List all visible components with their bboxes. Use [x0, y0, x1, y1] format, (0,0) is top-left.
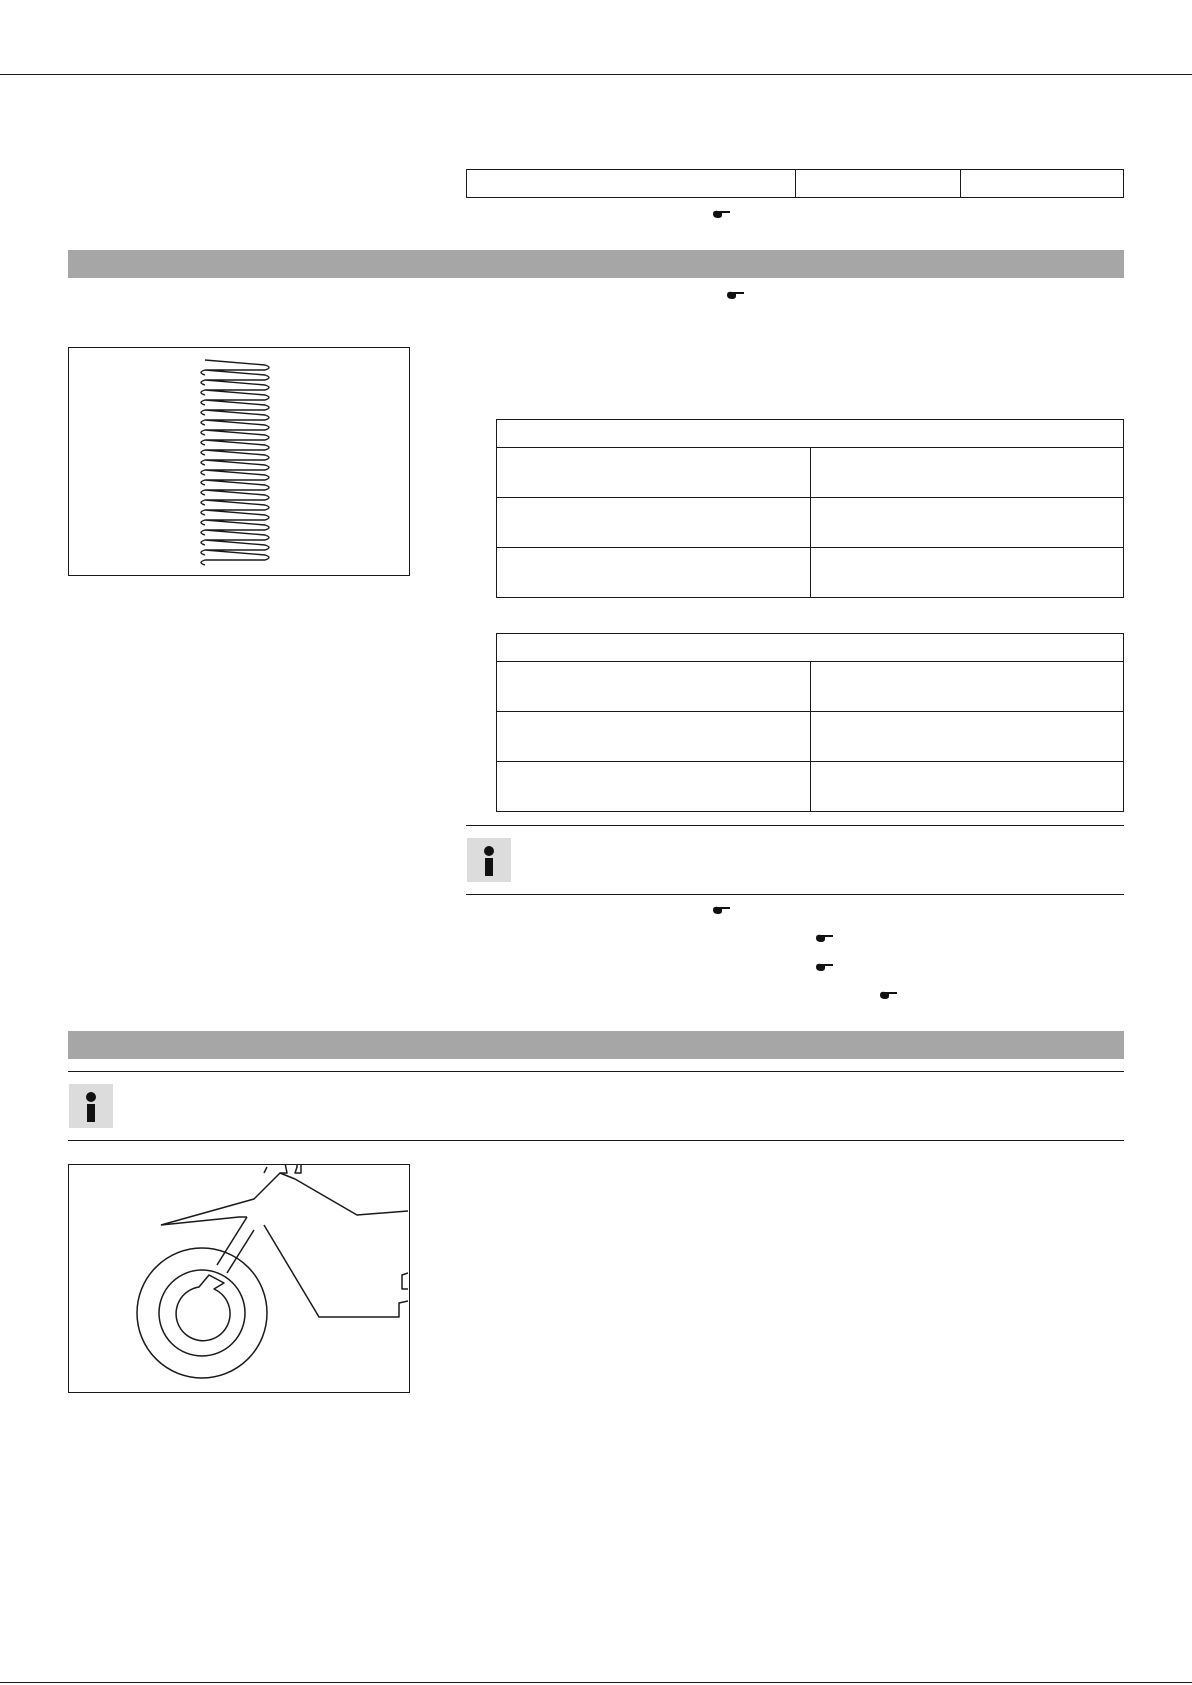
table-header-row [497, 420, 1124, 448]
info-icon [467, 838, 511, 882]
footer-rule [0, 1682, 1192, 1683]
table-header-cell [497, 634, 1124, 662]
table-row [497, 712, 1124, 762]
table-cell [810, 712, 1124, 762]
table-cell [497, 498, 811, 548]
table-cell [961, 170, 1124, 198]
spring-illustration [68, 347, 410, 576]
table-cell [810, 498, 1124, 548]
header-rule [0, 74, 1192, 75]
table-row [497, 448, 1124, 498]
table-cell [810, 548, 1124, 598]
motorcycle-drawing [69, 1165, 408, 1391]
spec-table-1 [496, 419, 1124, 598]
table-cell [497, 762, 811, 812]
pointing-hand-icon[interactable] [815, 962, 835, 972]
table-cell [810, 448, 1124, 498]
note-rule-top [68, 1071, 1124, 1072]
table-cell [810, 762, 1124, 812]
table-row [497, 548, 1124, 598]
table-cell [497, 548, 811, 598]
table-cell [796, 170, 961, 198]
pointing-hand-icon[interactable] [712, 905, 732, 915]
spring-drawing [69, 348, 408, 574]
pointing-hand-icon[interactable] [879, 990, 899, 1000]
spec-table-2 [496, 633, 1124, 812]
pointing-hand-icon[interactable] [815, 933, 835, 943]
motorcycle-front-illustration [68, 1164, 410, 1393]
note-rule-bottom [68, 1140, 1124, 1141]
table-header-row [497, 634, 1124, 662]
table-cell [810, 662, 1124, 712]
note-rule-top [466, 825, 1124, 826]
top-spec-table [466, 169, 1124, 198]
table-header-cell [497, 420, 1124, 448]
pointing-hand-icon[interactable] [712, 209, 732, 219]
table-row [497, 762, 1124, 812]
info-icon [69, 1084, 113, 1128]
table-cell [467, 170, 796, 198]
table-cell [497, 712, 811, 762]
section-heading-band [68, 1031, 1124, 1059]
pointing-hand-icon[interactable] [726, 290, 746, 300]
table-row [497, 662, 1124, 712]
table-cell [497, 662, 811, 712]
section-heading-band [68, 250, 1124, 278]
table-row [467, 170, 1124, 198]
table-row [497, 498, 1124, 548]
table-cell [497, 448, 811, 498]
note-rule-bottom [466, 894, 1124, 895]
